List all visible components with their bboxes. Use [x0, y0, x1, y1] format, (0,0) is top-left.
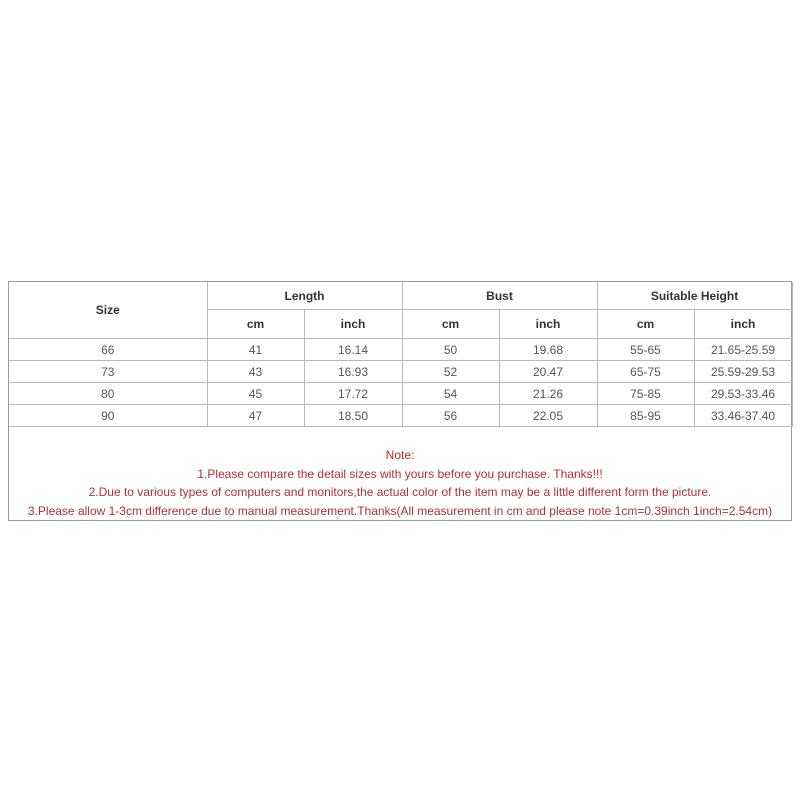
table-cell: 33.46-37.40 — [694, 405, 792, 427]
table-cell: 29.53-33.46 — [694, 383, 792, 405]
size-cell: 90 — [9, 405, 207, 427]
size-header: Size — [9, 282, 207, 339]
note-line: 3.Please allow 1-3cm difference due to manual measurement.Thanks(All measurement in cm and please note 1cm=0.39inch 1inch=2.54cm) — [27, 503, 773, 518]
table-cell: 75-85 — [597, 383, 694, 405]
table-row — [9, 361, 792, 383]
suitable-height-header: Suitable Height — [597, 282, 792, 310]
table-cell: 54 — [402, 383, 499, 405]
size-cell: 66 — [9, 339, 207, 361]
table-cell: 18.50 — [304, 405, 402, 427]
size-chart — [8, 281, 792, 521]
notes — [9, 446, 791, 520]
table-cell: 85-95 — [597, 405, 694, 427]
note-line: 1.Please compare the detail sizes with yours before you purchase. Thanks!!! — [197, 466, 603, 481]
table-cell: 16.14 — [304, 339, 402, 361]
table-row — [9, 405, 792, 427]
unit-header: inch — [694, 310, 792, 339]
bust-header: Bust — [402, 282, 597, 310]
table-cell: 21.26 — [499, 383, 597, 405]
table-cell: 45 — [207, 383, 304, 405]
unit-header: inch — [499, 310, 597, 339]
size-table — [9, 282, 793, 427]
unit-header: cm — [207, 310, 304, 339]
length-header: Length — [207, 282, 402, 310]
table-cell: 22.05 — [499, 405, 597, 427]
table-row — [9, 339, 792, 361]
table-cell: 25.59-29.53 — [694, 361, 792, 383]
table-cell: 19.68 — [499, 339, 597, 361]
unit-header: inch — [304, 310, 402, 339]
note-line: 2.Due to various types of computers and monitors,the actual color of the item may be a little different form the picture. — [88, 485, 712, 499]
table-cell: 21.65-25.59 — [694, 339, 792, 361]
table-cell: 16.93 — [304, 361, 402, 383]
table-cell: 52 — [402, 361, 499, 383]
table-cell: 50 — [402, 339, 499, 361]
table-cell: 65-75 — [597, 361, 694, 383]
table-cell: 47 — [207, 405, 304, 427]
header-row — [9, 282, 792, 310]
table-cell: 17.72 — [304, 383, 402, 405]
table-cell: 55-65 — [597, 339, 694, 361]
size-cell: 73 — [9, 361, 207, 383]
table-cell: 20.47 — [499, 361, 597, 383]
unit-header: cm — [597, 310, 694, 339]
note-title: Note: — [385, 448, 415, 462]
size-cell: 80 — [9, 383, 207, 405]
unit-header: cm — [402, 310, 499, 339]
table-cell: 56 — [402, 405, 499, 427]
table-row — [9, 383, 792, 405]
table-cell: 41 — [207, 339, 304, 361]
table-cell: 43 — [207, 361, 304, 383]
